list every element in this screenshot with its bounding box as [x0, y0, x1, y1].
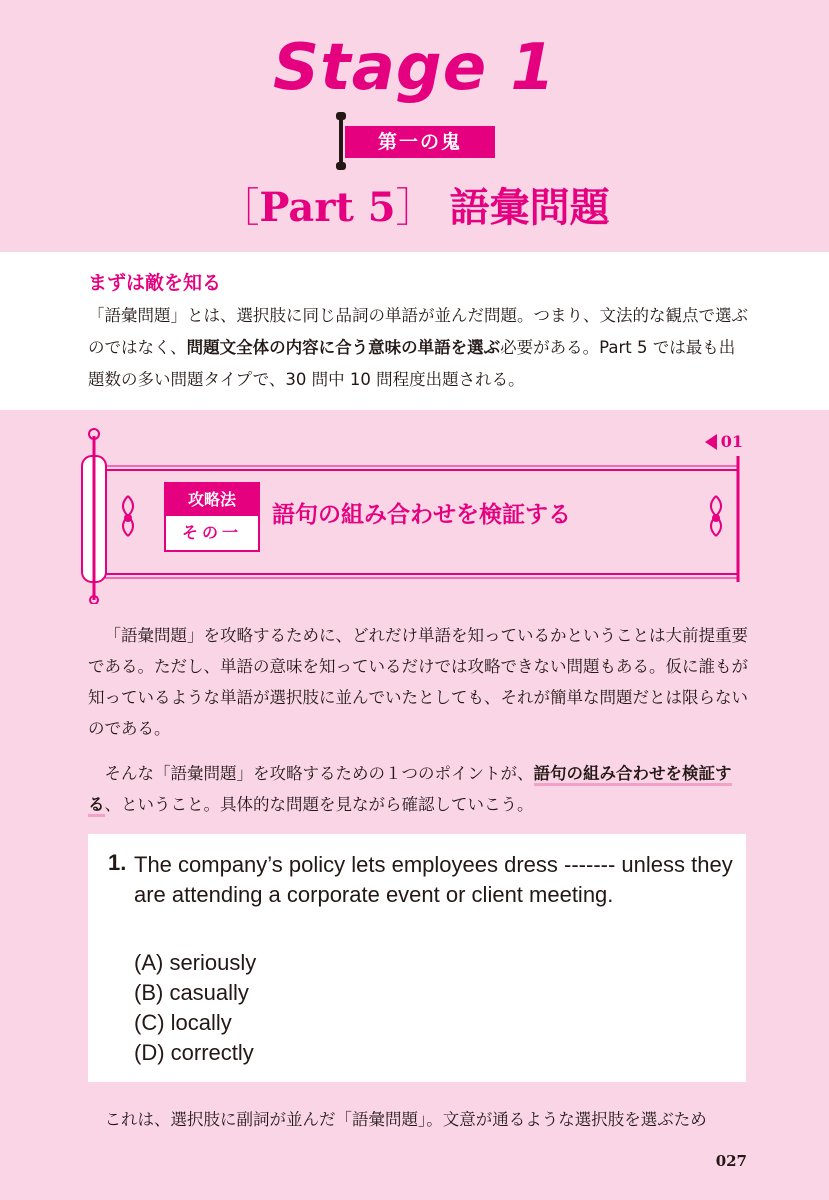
option-c[interactable]: (C) locally: [134, 1010, 232, 1035]
body-paragraph-2-highlight: 語句の組み合わせを検証する: [88, 764, 732, 817]
stage-tag-label: 第一の鬼: [345, 126, 495, 158]
part-name: Part 5: [259, 184, 396, 231]
intro-heading: まずは敵を知る: [88, 272, 222, 294]
body-paragraph-1: 「語彙問題」を攻略するために、どれだけ単語を知っているかということは大前提重要である。ただし、単語の意味を知っているだけでは攻略できない問題もある。仮に誰もが知っているような単語が選択肢に並んでいたとしても、それが簡単な問題だとは限らないのである。: [88, 626, 748, 738]
body-paragraph-3: これは、選択肢に副詞が並んだ「語彙問題」。文意が通るような選択肢を選ぶため: [104, 1110, 707, 1129]
option-b[interactable]: (B) casually: [134, 980, 249, 1005]
scroll-rod-icon: [339, 112, 343, 170]
part-bracket-close: ］: [395, 185, 436, 231]
part-title: [0, 178, 829, 238]
question-text: The company’s policy lets employees dress ------- unless they are attending a corporate event or client meeting.: [134, 852, 733, 907]
intro-text: [88, 300, 748, 396]
strategy-banner: [76, 426, 756, 604]
body-paragraph-2-b: 、ということ。具体的な問題を見ながら確認していこう。: [104, 795, 534, 814]
speaker-icon: [705, 434, 717, 450]
strategy-tag-top: 攻略法: [166, 484, 258, 516]
intro-section: [0, 252, 829, 410]
audio-track-number: 01: [720, 432, 743, 451]
intro-text-bold: 問題文全体の内容に合う意味の単語を選ぶ: [186, 338, 501, 357]
strategy-title: 語句の組み合わせを検証する: [272, 501, 571, 528]
strategy-tag: [164, 482, 260, 552]
option-a[interactable]: (A) seriously: [134, 950, 257, 975]
answer-options: [134, 948, 256, 1068]
part-bracket-open: ［: [219, 185, 260, 231]
body-paragraph-2-a: そんな「語彙問題」を攻略するための１つのポイントが、: [104, 764, 534, 783]
option-d[interactable]: (D) correctly: [134, 1040, 254, 1065]
page-number: 027: [715, 1152, 747, 1170]
body-paragraph-2: [88, 758, 748, 820]
intro-text-part2: 必要がある。Part 5 では最も出題数の多い問題タイプで、30 問中 10 問程度出題される。: [88, 338, 736, 389]
question-number: 1.: [108, 850, 127, 875]
stage-title: Stage 1: [273, 31, 556, 105]
audio-track[interactable]: [705, 432, 743, 451]
stage-tag: [329, 112, 499, 170]
strategy-tag-bottom: その一: [181, 523, 242, 542]
intro-text-part1: 「語彙問題」とは、選択肢に同じ品詞の単語が並んだ問題。つまり、文法的な観点で選ぶのではなく、: [88, 306, 748, 357]
part-section-title: 語彙問題: [449, 184, 610, 231]
question-box: [88, 834, 746, 1082]
